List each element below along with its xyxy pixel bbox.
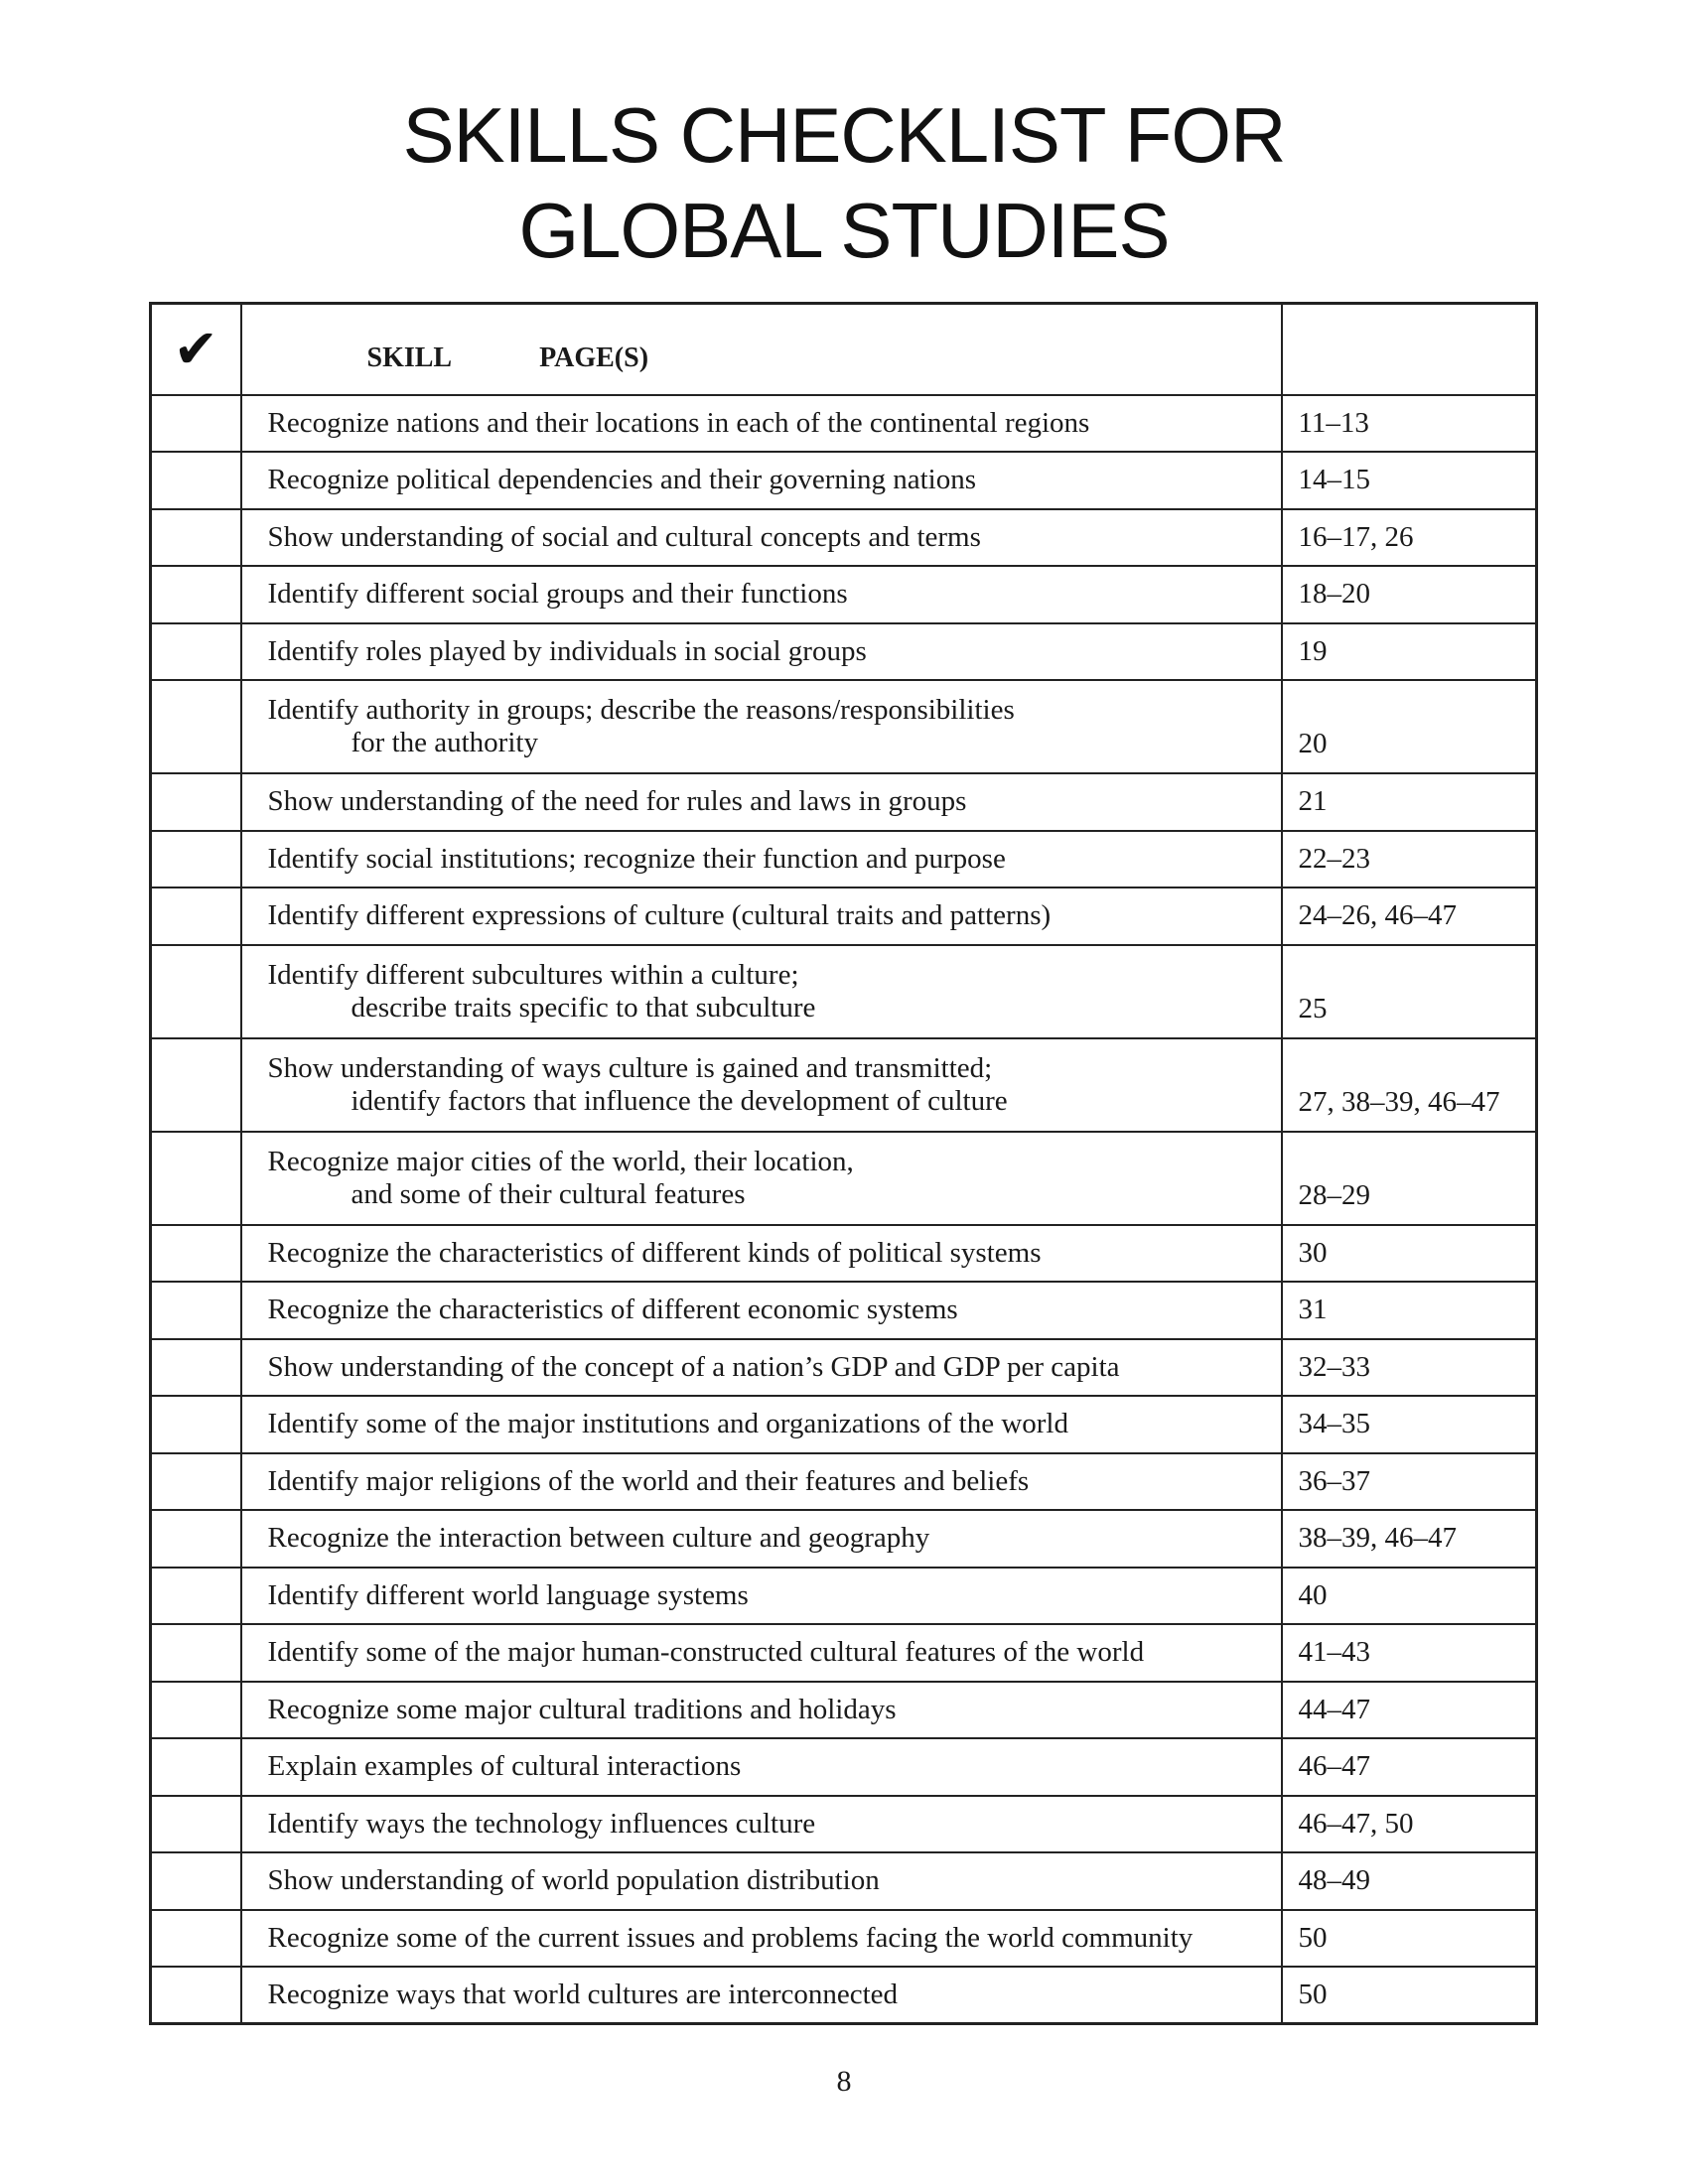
table-row bbox=[151, 1453, 1537, 1511]
checkbox-cell[interactable] bbox=[151, 1682, 241, 1739]
skill-text: Identify some of the major institutions and organizations of the world bbox=[267, 1408, 1068, 1440]
checkbox-cell[interactable] bbox=[151, 831, 241, 888]
skill-text: Identify different expressions of culture (cultural traits and patterns) bbox=[267, 899, 1052, 932]
header-pages-column bbox=[1282, 304, 1537, 395]
checkbox-cell[interactable] bbox=[151, 1282, 241, 1339]
skill-cell bbox=[241, 1225, 1282, 1283]
table-row bbox=[151, 1038, 1537, 1132]
checkbox-cell[interactable] bbox=[151, 452, 241, 509]
skill-cell bbox=[241, 566, 1282, 623]
skill-cell bbox=[241, 1282, 1282, 1339]
skill-text: Identify authority in groups; describe the reasons/responsibilities bbox=[267, 694, 1015, 726]
skill-text: Identify different subcultures within a culture; bbox=[267, 958, 799, 991]
title-line-1: SKILLS CHECKLIST FOR bbox=[402, 91, 1286, 179]
skill-text: Recognize ways that world cultures are interconnected bbox=[267, 1979, 899, 2010]
pages-cell: 38–39, 46–47 bbox=[1282, 1510, 1537, 1568]
checkbox-cell[interactable] bbox=[151, 1967, 241, 2024]
pages-cell: 22–23 bbox=[1282, 831, 1537, 888]
header-pages: PAGE(S) bbox=[539, 341, 649, 373]
skill-cell bbox=[241, 452, 1282, 509]
pages-cell: 46–47 bbox=[1282, 1738, 1537, 1796]
skill-text: Show understanding of world population distribution bbox=[267, 1864, 880, 1897]
pages-cell: 16–17, 26 bbox=[1282, 509, 1537, 567]
skill-cell bbox=[241, 773, 1282, 831]
pages-cell: 19 bbox=[1282, 623, 1537, 681]
skill-text-continued: and some of their cultural features bbox=[351, 1177, 746, 1210]
table-row bbox=[151, 623, 1537, 681]
skill-text: Identify ways the technology influences culture bbox=[267, 1807, 816, 1840]
skill-cell bbox=[241, 623, 1282, 681]
header-skill: SKILL bbox=[366, 341, 453, 373]
checkbox-cell[interactable] bbox=[151, 1624, 241, 1682]
pages-cell: 40 bbox=[1282, 1568, 1537, 1625]
checkbox-cell[interactable] bbox=[151, 1453, 241, 1511]
table-row bbox=[151, 1132, 1537, 1225]
skill-cell bbox=[241, 1396, 1282, 1453]
checkbox-cell[interactable] bbox=[151, 1568, 241, 1625]
checkbox-cell[interactable] bbox=[151, 773, 241, 831]
skill-cell bbox=[241, 1132, 1282, 1225]
table-row bbox=[151, 1682, 1537, 1739]
checklist-body bbox=[151, 395, 1537, 2024]
table-row bbox=[151, 773, 1537, 831]
skill-cell bbox=[241, 1339, 1282, 1397]
table-row bbox=[151, 1967, 1537, 2024]
skill-text: Identify roles played by individuals in social groups bbox=[267, 634, 867, 667]
checkbox-cell[interactable] bbox=[151, 1738, 241, 1796]
skill-text: Show understanding of the concept of a nation’s GDP and GDP per capita bbox=[267, 1350, 1120, 1383]
table-row bbox=[151, 887, 1537, 945]
skill-text: Recognize the characteristics of different economic systems bbox=[267, 1294, 958, 1326]
skill-text-continued: describe traits specific to that subculture bbox=[351, 991, 816, 1024]
skills-checklist-table bbox=[149, 302, 1538, 2025]
skill-text-continued: for the authority bbox=[351, 727, 538, 758]
table-row bbox=[151, 831, 1537, 888]
page-title bbox=[0, 87, 1688, 278]
table-header-row bbox=[151, 304, 1537, 395]
table-row bbox=[151, 1568, 1537, 1625]
checkbox-cell[interactable] bbox=[151, 887, 241, 945]
skill-text: Identify different world language systems bbox=[267, 1578, 749, 1611]
table-row bbox=[151, 1738, 1537, 1796]
table-row bbox=[151, 452, 1537, 509]
skill-text: Recognize political dependencies and their governing nations bbox=[267, 464, 976, 496]
skill-text: Identify different social groups and their functions bbox=[267, 578, 848, 611]
skill-text: Recognize some major cultural traditions and holidays bbox=[267, 1693, 897, 1725]
checkbox-cell[interactable] bbox=[151, 509, 241, 567]
skill-text: Recognize nations and their locations in each of the continental regions bbox=[267, 406, 1090, 439]
table-row bbox=[151, 1910, 1537, 1968]
skill-text: Recognize the interaction between culture and geography bbox=[267, 1522, 930, 1555]
pages-cell: 41–43 bbox=[1282, 1624, 1537, 1682]
pages-cell: 24–26, 46–47 bbox=[1282, 887, 1537, 945]
skill-text: Show understanding of social and cultural concepts and terms bbox=[267, 520, 981, 553]
skill-cell bbox=[241, 1510, 1282, 1568]
skill-cell bbox=[241, 1967, 1282, 2024]
table-row bbox=[151, 1225, 1537, 1283]
checkbox-cell[interactable] bbox=[151, 1396, 241, 1453]
skill-cell bbox=[241, 395, 1282, 453]
skill-cell bbox=[241, 1568, 1282, 1625]
skill-cell bbox=[241, 1910, 1282, 1968]
checkbox-cell[interactable] bbox=[151, 566, 241, 623]
skill-cell bbox=[241, 887, 1282, 945]
table-row bbox=[151, 680, 1537, 773]
table-row bbox=[151, 1396, 1537, 1453]
skill-text: Recognize the characteristics of different kinds of political systems bbox=[267, 1236, 1042, 1269]
skill-text: Explain examples of cultural interactions bbox=[267, 1750, 742, 1783]
skill-cell bbox=[241, 831, 1282, 888]
pages-cell: 31 bbox=[1282, 1282, 1537, 1339]
pages-cell: 14–15 bbox=[1282, 452, 1537, 509]
checkbox-cell[interactable] bbox=[151, 680, 241, 773]
checkbox-cell[interactable] bbox=[151, 1038, 241, 1132]
pages-cell: 36–37 bbox=[1282, 1453, 1537, 1511]
pages-cell: 44–47 bbox=[1282, 1682, 1537, 1739]
skill-cell bbox=[241, 1796, 1282, 1853]
pages-cell: 50 bbox=[1282, 1910, 1537, 1968]
table-row bbox=[151, 1852, 1537, 1910]
skill-cell bbox=[241, 1453, 1282, 1511]
skill-cell bbox=[241, 1852, 1282, 1910]
skill-cell bbox=[241, 1624, 1282, 1682]
skill-cell bbox=[241, 945, 1282, 1038]
skill-text: Identify major religions of the world and their features and beliefs bbox=[267, 1464, 1030, 1497]
checkmark-icon: ✔ bbox=[151, 304, 241, 395]
pages-cell: 30 bbox=[1282, 1225, 1537, 1283]
checkbox-cell[interactable] bbox=[151, 945, 241, 1038]
checkbox-cell[interactable] bbox=[151, 1796, 241, 1853]
pages-cell: 46–47, 50 bbox=[1282, 1796, 1537, 1853]
checkbox-cell[interactable] bbox=[151, 1225, 241, 1283]
skill-text-continued: identify factors that influence the development of culture bbox=[351, 1084, 1008, 1117]
skill-text: Identify social institutions; recognize their function and purpose bbox=[267, 842, 1006, 875]
skill-cell bbox=[241, 1038, 1282, 1132]
skill-text: Recognize some of the current issues and problems facing the world community bbox=[267, 1921, 1194, 1954]
pages-cell: 21 bbox=[1282, 773, 1537, 831]
pages-cell: 18–20 bbox=[1282, 566, 1537, 623]
checkbox-cell[interactable] bbox=[151, 623, 241, 681]
table-row bbox=[151, 1282, 1537, 1339]
skill-text: Show understanding of ways culture is gained and transmitted; bbox=[267, 1051, 993, 1084]
skill-cell bbox=[241, 680, 1282, 773]
checkbox-cell[interactable] bbox=[151, 1510, 241, 1568]
pages-cell: 27, 38–39, 46–47 bbox=[1282, 1038, 1537, 1132]
table-row bbox=[151, 566, 1537, 623]
table-row bbox=[151, 1796, 1537, 1853]
pages-cell: 48–49 bbox=[1282, 1852, 1537, 1910]
pages-cell: 34–35 bbox=[1282, 1396, 1537, 1453]
header-labels bbox=[241, 304, 1282, 395]
table-row bbox=[151, 1624, 1537, 1682]
table-row bbox=[151, 509, 1537, 567]
table-row bbox=[151, 1510, 1537, 1568]
checkbox-cell[interactable] bbox=[151, 1910, 241, 1968]
checkbox-cell[interactable] bbox=[151, 1339, 241, 1397]
pages-cell: 25 bbox=[1282, 945, 1537, 1038]
skill-cell bbox=[241, 1682, 1282, 1739]
skill-cell bbox=[241, 1738, 1282, 1796]
table-row bbox=[151, 945, 1537, 1038]
skill-cell bbox=[241, 509, 1282, 567]
pages-cell: 50 bbox=[1282, 1967, 1537, 2024]
checkbox-cell[interactable] bbox=[151, 1852, 241, 1910]
title-line-2: GLOBAL STUDIES bbox=[518, 187, 1170, 274]
table-row bbox=[151, 395, 1537, 453]
skill-text: Identify some of the major human-constructed cultural features of the world bbox=[267, 1636, 1145, 1669]
pages-cell: 28–29 bbox=[1282, 1132, 1537, 1225]
pages-cell: 11–13 bbox=[1282, 395, 1537, 453]
table-row bbox=[151, 1339, 1537, 1397]
checkbox-cell[interactable] bbox=[151, 395, 241, 453]
pages-cell: 32–33 bbox=[1282, 1339, 1537, 1397]
skill-text: Recognize major cities of the world, their location, bbox=[267, 1145, 854, 1177]
skill-text: Show understanding of the need for rules and laws in groups bbox=[267, 785, 967, 818]
pages-cell: 20 bbox=[1282, 680, 1537, 773]
checkbox-cell[interactable] bbox=[151, 1132, 241, 1225]
page-number: 8 bbox=[836, 2065, 852, 2098]
